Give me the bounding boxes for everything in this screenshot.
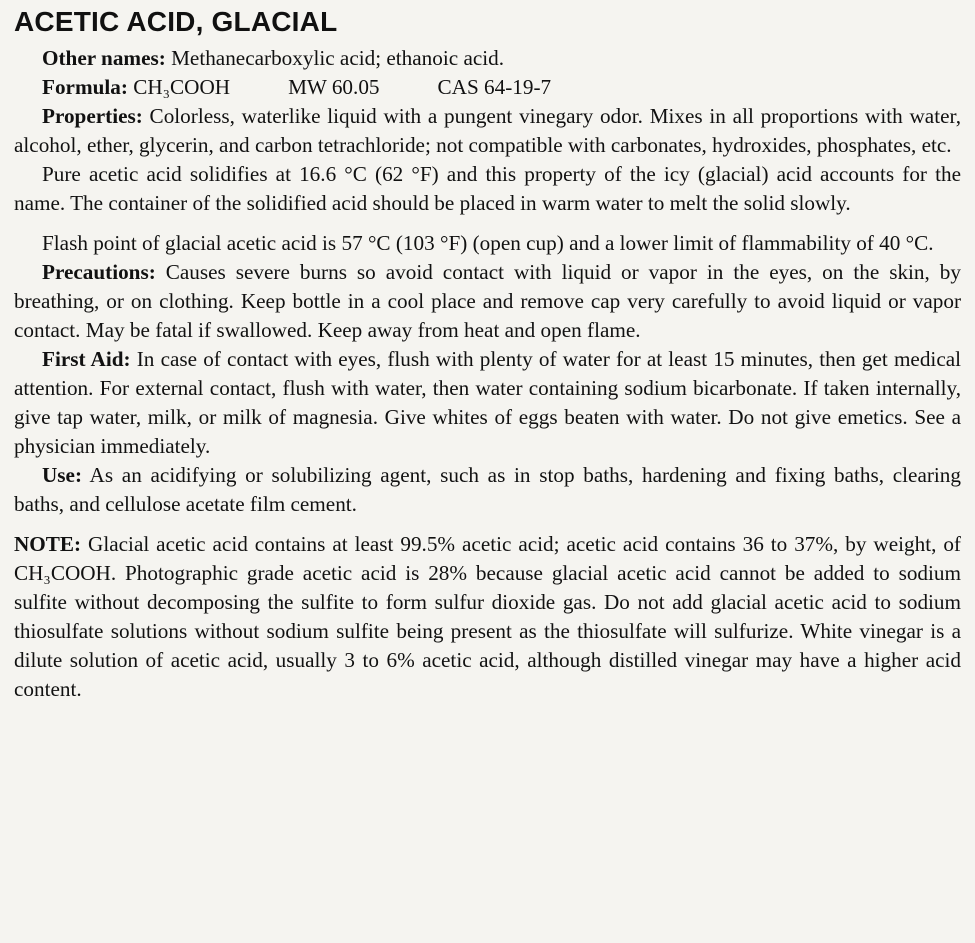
- use-paragraph: [14, 461, 961, 519]
- formula-label: Formula:: [42, 75, 128, 99]
- document-body: [14, 44, 961, 704]
- flash-point-paragraph: Flash point of glacial acetic acid is 57 °C (103 °F) (open cup) and a lower limit of flammability of 40 °C.: [42, 231, 934, 255]
- precautions-text: Causes severe burns so avoid contact with liquid or vapor in the eyes, on the skin, by breathing, or on clothing. Keep bottle in a cool place and remove cap very carefully to avoid liquid or vapor contact. May be fatal if swallowed. Keep away from heat and open flame.: [14, 260, 961, 342]
- properties-label: Properties:: [42, 104, 143, 128]
- precautions-label: Precautions:: [42, 260, 156, 284]
- formula-text: CH₃COOH: [127, 75, 231, 99]
- note-label: NOTE:: [14, 532, 82, 556]
- solidifies-paragraph: Pure acetic acid solidifies at 16.6 °C (62 °F) and this property of the icy (glacial) acid accounts for the name. The container of the solidified acid should be placed in warm water to melt the solid slowly.: [14, 162, 961, 215]
- use-label: Use:: [42, 463, 83, 487]
- first-aid-text: In case of contact with eyes, flush with plenty of water for at least 15 minutes, then get medical attention. For external contact, flush with water, then water containing sodium bicarbonate. If taken internally, give tap water, milk, or milk of magnesia. Give whites of eggs beaten with water. Do not give emetics. See a physician immediately.: [14, 347, 962, 458]
- other-names-line: [14, 44, 961, 73]
- first-aid-label: First Aid:: [42, 347, 131, 371]
- other-names-text: Methanecarboxylic acid; ethanoic acid.: [165, 46, 505, 70]
- note-paragraph: [14, 530, 961, 704]
- cas-number: CAS 64-19-7: [437, 75, 552, 99]
- use-text: As an acidifying or solubilizing agent, such as in stop baths, hardening and fixing baths, clearing baths, and cellulose acetate film cement.: [14, 463, 961, 516]
- precautions-paragraph: [14, 258, 961, 345]
- properties-text: Colorless, waterlike liquid with a pungent vinegary odor. Mixes in all proportions with water, alcohol, ether, glycerin, and carbon tetrachloride; not compatible with carbonates, hydroxides, phosphates, etc.: [14, 104, 961, 157]
- formula-line: [14, 73, 961, 102]
- first-aid-paragraph: [14, 345, 961, 461]
- molecular-weight: MW 60.05: [288, 75, 380, 99]
- note-text: Glacial acetic acid contains at least 99.5% acetic acid; acetic acid contains 36 to 37%, by weight, of CH₃COOH. Photographic grade acetic acid is 28% because glacial acetic acid cannot be added to sodium sulfite without decomposing the sulfite to form sulfur dioxide gas. Do not add glacial acetic acid to sodium thiosulfate solutions without sodium sulfite being present as the thiosulfate will sulfurize. White vinegar is a dilute solution of acetic acid, usually 3 to 6% acetic acid, although distilled vinegar may have a higher acid content.: [14, 532, 961, 701]
- page-title: ACETIC ACID, GLACIAL: [14, 6, 338, 37]
- properties-paragraph: [14, 102, 961, 160]
- other-names-label: Other names:: [42, 46, 166, 70]
